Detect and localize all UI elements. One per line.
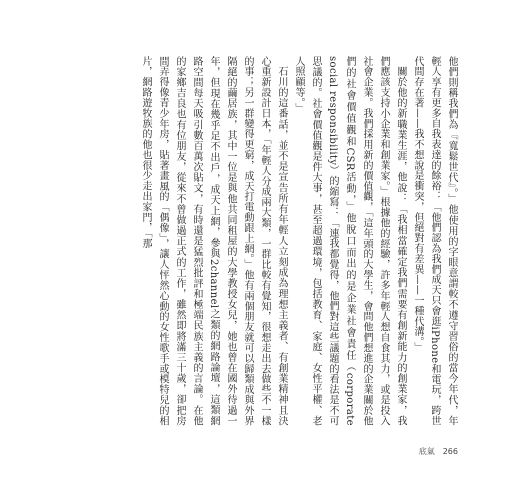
page-footer <box>419 446 458 457</box>
page-number: 266 <box>442 447 458 456</box>
paragraph-2: 關於他的新職業生涯，他說：「我相當確定我們需要有創新能力的創業家，我們應該支持小企業和創業家。」根據他的經驗，許多年輕人想自食其力，或是投入社會企業。我們採用新的價值觀，「這年頭的大學生，會問他們想進的企業關於他們的社會價值觀和CSR活動，」他脫口而出的是企業社會責任（corporate social responsibility）的縮寫：「連我都覺得，他們對這些議題的看法是不可思議的。社會價值觀是件大事，甚至超過環境，包括教育、家庭、女性平權、老人照顧等。」 <box>293 56 406 426</box>
vertical-body-text <box>60 56 460 426</box>
paragraph-1: 他們則稱我們為『寬鬆世代』。」他使用的字眼意謂較不遵守習俗的當今年代，年輕人享有更多自我表達的餘裕：「他們認為我們成天只會逛iPhone和電玩，跨世代間存在著——我不想說是衝突，但絕對有差異——一種代溝。」 <box>412 56 457 426</box>
chapter-title: 底氣 <box>418 447 435 456</box>
paragraph-3: 石川的這番話，並不是宣告所有年輕人立刻成為理想主義者、有創業精神且決心重新設計日本，「年輕人分成兩大類，一群比較有覺知，很想走出去做些不一樣的事；另一群變得更窮，成天打電動跟上網。」他有兩個朋友就可以歸類成與外界隔絕的繭居族，其中一位是與他共同租屋的大學教授女兒，她也曾在國外待過一年，但現在幾乎足不出戶，成天上網，參與2channel之類的網路論壇，這類網路空間每天吸引數百萬次貼文，有時還是猛烈批評和極端民族主義的言論。在他的家鄉吉良也有位朋友，從來不曾做過正式的工作，雖然即將滿三十歲，卻把房間弄得像青少年房，貼著畫風的「偶像」，讓人怦然心動的女性歌手或模特兒的相片，網路遊牧族的他也很少走出家門，「那 <box>140 56 287 426</box>
